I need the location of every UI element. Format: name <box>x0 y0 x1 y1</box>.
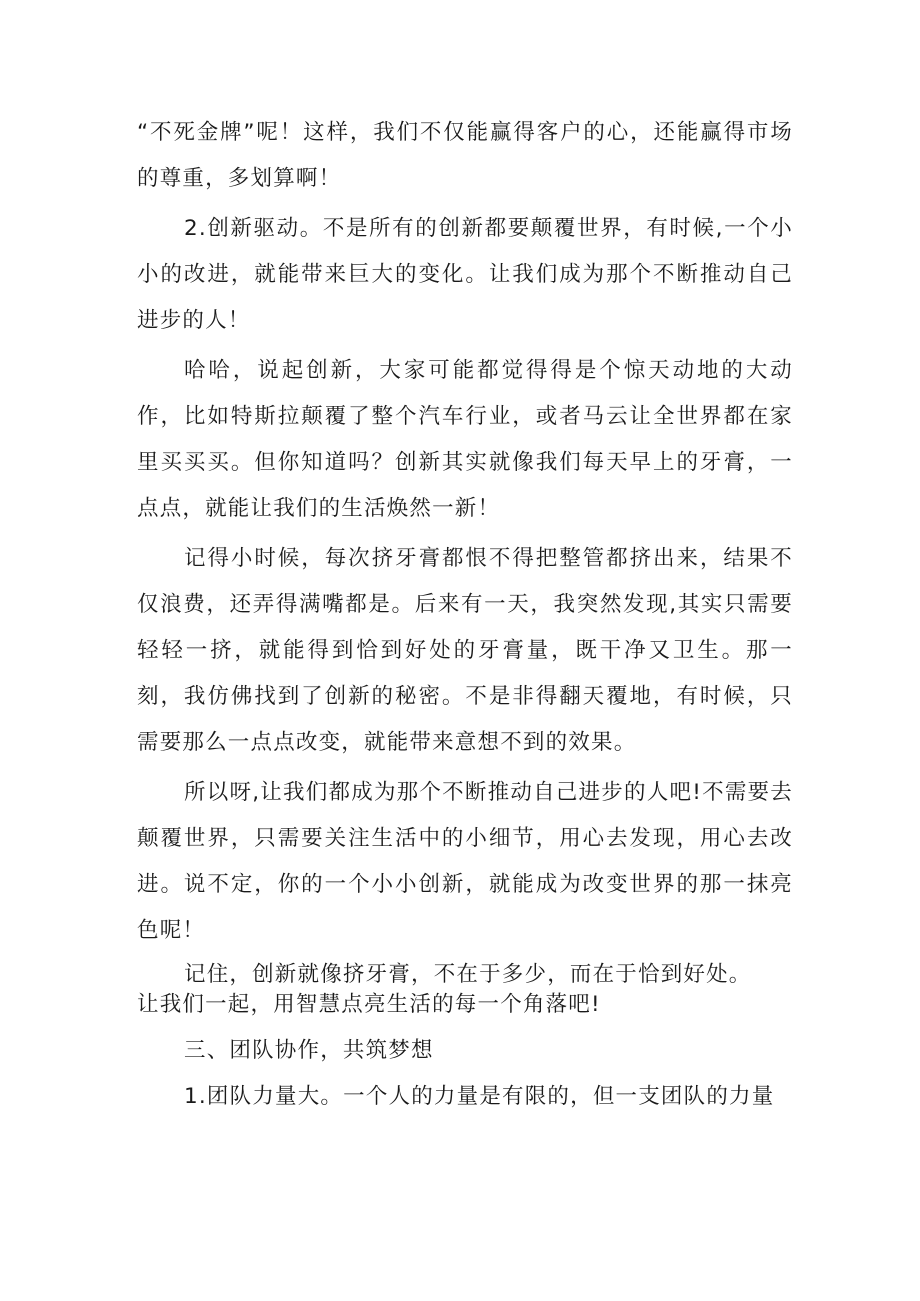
closing-line-1: 记住，创新就像挤牙膏，不在于多少，而在于恰到好处。 <box>184 962 752 987</box>
paragraph-childhood-memory: 记得小时候，每次挤牙膏都恨不得把整管都挤出来，结果不仅浪费，还弄得满嘴都是。后来有一天，我突然发现,其实只需要轻轻一挤，就能得到恰到好处的牙膏量，既干净又卫生。那一刻，我仿佛找到了创新的秘密。不是非得翻天覆地，有时候，只需要那么一点点改变，就能带来意想不到的效果。 <box>137 546 793 755</box>
closing-line-2: 让我们一起，用智慧点亮生活的每一个角落吧! <box>137 992 601 1017</box>
text-column <box>137 110 793 1120</box>
paragraph-continuation: “不死金牌”呢！这样，我们不仅能赢得客户的心，还能赢得市场的尊重，多划算啊！ <box>137 120 793 191</box>
paragraph-innovation-driven: 2.创新驱动。不是所有的创新都要颠覆世界，有时候,一个小小的改进，就能带来巨大的变化。让我们成为那个不断推动自己进步的人！ <box>137 216 793 333</box>
section-heading: 三、团队协作，共筑梦想 <box>184 1038 434 1063</box>
paragraph-innovation-toothpaste: 哈哈，说起创新，大家可能都觉得得是个惊天动地的大动作，比如特斯拉颠覆了整个汽车行业，或者马云让全世界都在家里买买买。但你知道吗？创新其实就像我们每天早上的牙膏，一点点，就能让我们的生活焕然一新！ <box>137 358 793 521</box>
closing-remarks <box>137 960 793 1020</box>
paragraph-call-to-action: 所以呀,让我们都成为那个不断推动自己进步的人吧!不需要去颠覆世界，只需要关注生活中的小细节，用心去发现，用心去改进。说不定，你的一个小小创新，就能成为改变世界的那一抹亮色呢！ <box>137 780 793 943</box>
paragraph-team-power: 1.团队力量大。一个人的力量是有限的，但一支团队的力量 <box>184 1084 775 1109</box>
